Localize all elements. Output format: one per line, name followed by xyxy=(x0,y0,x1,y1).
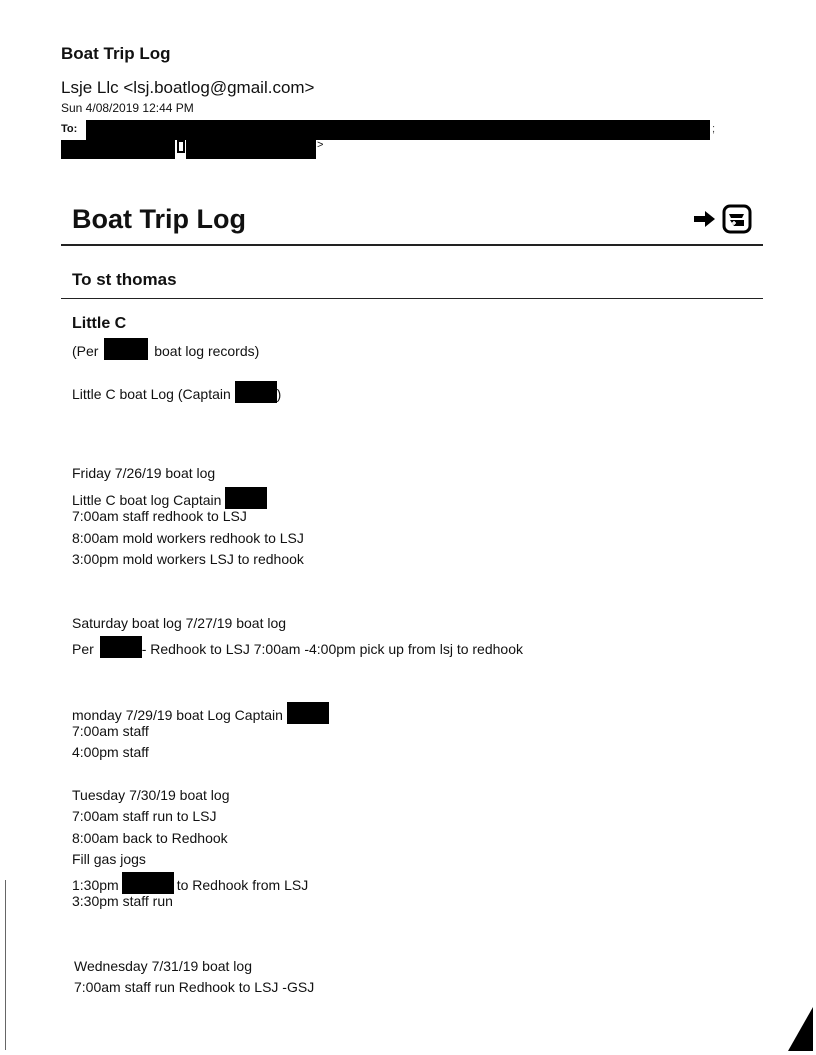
email-to-label: To: xyxy=(61,123,78,135)
boat-name: Little C xyxy=(72,315,127,332)
redaction-to-recipients-2b xyxy=(177,140,185,153)
friday-heading: Friday 7/26/19 boat log xyxy=(72,465,216,481)
monday-heading-line xyxy=(72,702,329,724)
document-title: Boat Trip Log xyxy=(72,204,246,234)
tuesday-entry: 8:00am back to Redhook xyxy=(72,830,228,846)
email-sender[interactable]: Lsje Llc <lsj.boatlog@gmail.com> xyxy=(61,78,315,97)
captain-line-before: Little C boat Log (Captain xyxy=(72,386,231,402)
saturday-heading: Saturday boat log 7/27/19 boat log xyxy=(72,615,287,631)
saturday-entry-text: - Redhook to LSJ 7:00am -4:00pm pick up from lsj to redhook xyxy=(141,641,523,657)
captain-line-after: ) xyxy=(276,386,282,402)
redaction-name xyxy=(104,338,148,360)
per-records-after: boat log records) xyxy=(154,343,260,359)
monday-heading: monday 7/29/19 boat Log Captain xyxy=(72,707,283,723)
friday-captain-line xyxy=(72,487,267,509)
boat-log-app-icon[interactable] xyxy=(722,204,752,234)
tuesday-entry-130 xyxy=(72,872,308,894)
monday-entry: 7:00am staff xyxy=(72,723,149,739)
tuesday-entry: 7:00am staff run to LSJ xyxy=(72,808,217,824)
friday-entry: 3:00pm mold workers LSJ to redhook xyxy=(72,551,304,567)
friday-captain-text: Little C boat log Captain xyxy=(72,492,222,508)
tuesday-entry: Fill gas jogs xyxy=(72,851,146,867)
per-records-before: (Per xyxy=(72,343,99,359)
captain-line xyxy=(72,381,281,403)
wednesday-entry: 7:00am staff run Redhook to LSJ -GSJ xyxy=(74,979,315,995)
redaction-saturday xyxy=(100,636,142,658)
title-icons xyxy=(693,204,752,234)
tuesday-entry: 3:30pm staff run xyxy=(72,893,173,909)
email-to-end: > xyxy=(317,139,324,151)
redaction-monday-captain xyxy=(287,702,329,724)
email-date: Sun 4/08/2019 12:44 PM xyxy=(61,101,194,115)
tuesday-heading: Tuesday 7/30/19 boat log xyxy=(72,787,230,803)
redaction-to-recipients-2a xyxy=(61,140,175,159)
friday-entry: 8:00am mold workers redhook to LSJ xyxy=(72,530,304,546)
tuesday-130-before: 1:30pm xyxy=(72,877,119,893)
monday-entry: 4:00pm staff xyxy=(72,744,149,760)
redaction-captain xyxy=(235,381,277,403)
section-rule xyxy=(61,298,763,299)
section-heading: To st thomas xyxy=(72,270,177,289)
saturday-per: Per xyxy=(72,641,94,657)
scan-edge-left xyxy=(5,880,6,1050)
redaction-tuesday xyxy=(122,872,174,894)
tuesday-130-after: to Redhook from LSJ xyxy=(176,877,309,893)
redaction-to-recipients-2c xyxy=(186,140,316,159)
arrow-right-icon xyxy=(693,209,717,229)
email-to-semicolon: ; xyxy=(712,123,716,135)
email-subject: Boat Trip Log xyxy=(61,44,171,63)
per-records-line xyxy=(72,338,259,360)
friday-entry: 7:00am staff redhook to LSJ xyxy=(72,508,247,524)
redaction-friday-captain xyxy=(225,487,267,509)
title-rule xyxy=(61,244,763,246)
scan-corner-mark xyxy=(786,1005,814,1053)
wednesday-heading: Wednesday 7/31/19 boat log xyxy=(74,958,252,974)
saturday-entry-line xyxy=(72,636,523,658)
redaction-to-recipients xyxy=(86,120,710,140)
